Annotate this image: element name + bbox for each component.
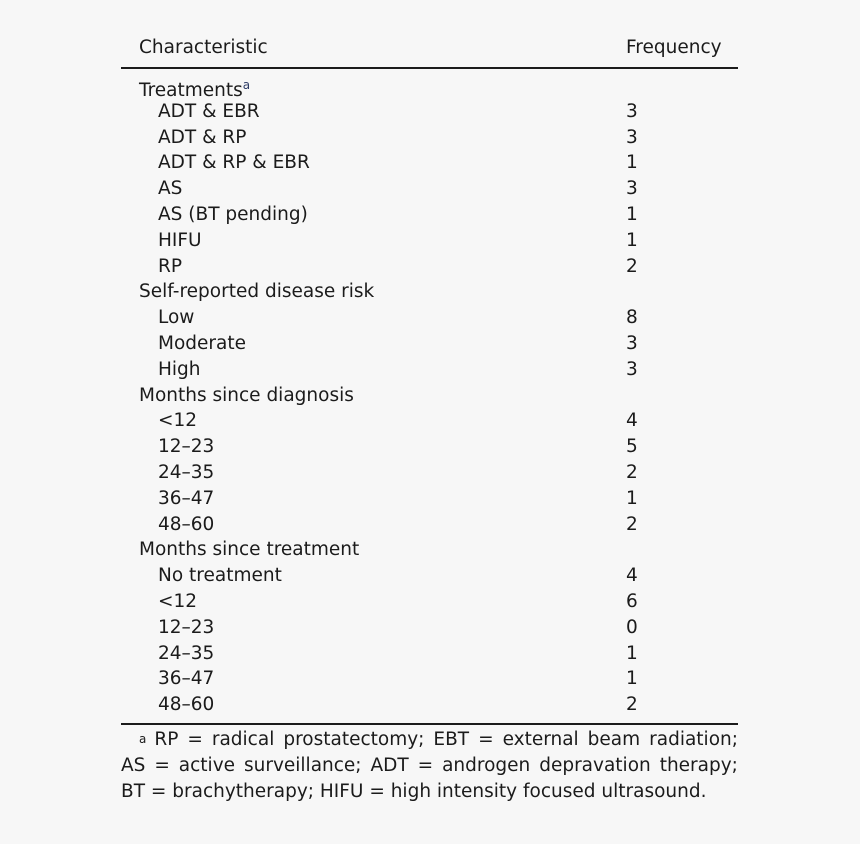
footnote-word: depravation	[539, 754, 651, 776]
section-title-text: Months since treatment	[139, 539, 360, 561]
row-label: AS (BT pending)	[158, 203, 308, 225]
footnote-word: AS	[121, 754, 146, 776]
row-frequency: 1	[626, 152, 638, 174]
footnote-line-1-text	[154, 727, 738, 753]
section-title	[139, 383, 354, 409]
row-frequency: 4	[626, 565, 638, 587]
row-frequency: 1	[626, 642, 638, 664]
row-label: 24–35	[158, 461, 215, 483]
section-title	[139, 537, 359, 563]
row-frequency: 4	[626, 410, 638, 432]
row-frequency: 1	[626, 203, 638, 225]
bottom-rule	[121, 723, 738, 725]
row-label: ADT & RP & EBR	[158, 152, 310, 174]
header-characteristic: Characteristic	[139, 37, 268, 58]
table-row	[121, 641, 738, 667]
row-label: No treatment	[158, 565, 282, 587]
footnote	[121, 727, 738, 804]
footnote-word: RP	[154, 729, 179, 750]
header-frequency: Frequency	[626, 37, 722, 58]
row-label: <12	[158, 410, 198, 432]
row-frequency: 1	[626, 668, 638, 690]
table-row	[121, 563, 738, 589]
footnote-word: active	[178, 754, 236, 776]
row-frequency: 0	[626, 616, 638, 638]
section-title	[139, 279, 374, 305]
footnote-marker: a	[139, 732, 147, 746]
row-label: AS	[158, 178, 183, 200]
footnote-word: =	[154, 754, 170, 776]
row-label: 12–23	[158, 436, 215, 458]
footnote-reference: a	[242, 78, 251, 92]
row-label: ADT & EBR	[158, 100, 260, 122]
row-frequency: 2	[626, 461, 638, 483]
table-row	[121, 408, 738, 434]
table-row	[121, 125, 738, 151]
footnote-line-2	[121, 753, 738, 779]
table-row	[121, 331, 738, 357]
row-frequency: 6	[626, 590, 638, 612]
footnote-word: beam	[587, 729, 641, 750]
table-row	[121, 589, 738, 615]
section-heading	[121, 279, 738, 305]
row-frequency: 2	[626, 694, 638, 716]
table-row	[121, 512, 738, 538]
row-label: 24–35	[158, 642, 215, 664]
footnote-line-3-text: BT = brachytherapy; HIFU = high intensity focused ultrasound.	[121, 780, 707, 802]
table-row	[121, 254, 738, 280]
table-row	[121, 150, 738, 176]
row-label: 12–23	[158, 616, 215, 638]
table-row	[121, 692, 738, 718]
row-label: 36–47	[158, 487, 215, 509]
footnote-word: =	[187, 729, 203, 750]
row-frequency: 2	[626, 513, 638, 535]
row-label: <12	[158, 590, 198, 612]
table-header	[121, 30, 738, 66]
table-row	[121, 176, 738, 202]
table-row	[121, 357, 738, 383]
footnote-line-3	[121, 779, 738, 805]
table-body	[121, 69, 738, 718]
row-frequency: 2	[626, 255, 638, 277]
footnote-word: therapy;	[659, 754, 738, 776]
row-label: ADT & RP	[158, 126, 247, 148]
footnote-word: androgen	[442, 754, 531, 776]
row-label: HIFU	[158, 229, 202, 251]
table-row	[121, 666, 738, 692]
footnote-word: surveillance;	[243, 754, 362, 776]
footnote-word: ADT	[370, 754, 409, 776]
row-label: 36–47	[158, 668, 215, 690]
row-label: High	[158, 358, 201, 380]
row-frequency: 1	[626, 229, 638, 251]
table-row	[121, 99, 738, 125]
section-heading	[121, 383, 738, 409]
row-label: 48–60	[158, 513, 215, 535]
table-row	[121, 486, 738, 512]
footnote-word: =	[478, 729, 494, 750]
section-heading	[121, 537, 738, 563]
table-row	[121, 228, 738, 254]
section-title-text: Months since diagnosis	[139, 384, 354, 406]
row-frequency: 1	[626, 487, 638, 509]
row-frequency: 3	[626, 126, 638, 148]
table-row	[121, 460, 738, 486]
table-row	[121, 434, 738, 460]
table-row	[121, 305, 738, 331]
row-frequency: 3	[626, 332, 638, 354]
footnote-line-1	[121, 727, 738, 753]
row-frequency: 3	[626, 358, 638, 380]
characteristics-table	[121, 30, 738, 725]
footnote-word: external	[502, 729, 579, 750]
row-label: Low	[158, 307, 195, 329]
section-title-text: Treatments	[139, 80, 243, 101]
row-frequency: 5	[626, 436, 638, 458]
footnote-word: radical	[211, 729, 275, 750]
footnote-word: radiation;	[649, 729, 738, 750]
row-frequency: 3	[626, 178, 638, 200]
table-row	[121, 202, 738, 228]
table-row	[121, 615, 738, 641]
footnote-word: EBT	[433, 729, 470, 750]
footnote-word: =	[417, 754, 434, 776]
row-frequency: 8	[626, 307, 638, 329]
section-heading	[121, 73, 738, 99]
row-label: 48–60	[158, 694, 215, 716]
footnote-word: prostatectomy;	[283, 729, 425, 750]
row-label: RP	[158, 255, 183, 277]
row-frequency: 3	[626, 100, 638, 122]
section-title-text: Self-reported disease risk	[139, 281, 375, 303]
row-label: Moderate	[158, 332, 246, 354]
